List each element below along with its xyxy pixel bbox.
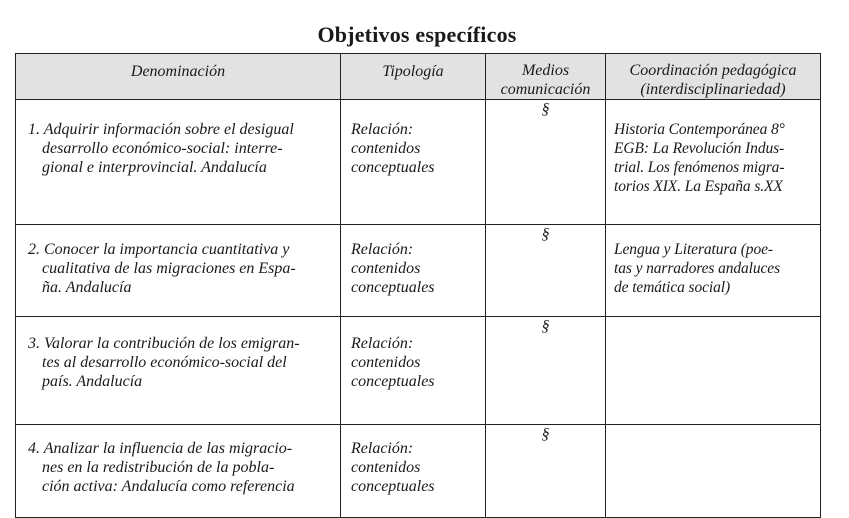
den-line: 4. Analizar la influencia de las migracio- [28,440,293,457]
den-line: ña. Andalucía [42,279,132,296]
section-sign: § [541,101,550,118]
tip-line: Relación: [351,335,414,352]
table-row [16,317,821,425]
tip-line: Relación: [351,241,414,258]
coord-line: trial. Los fenómenos migra- [614,159,785,176]
header-coord-line1: Coordinación pedagógica [629,62,797,79]
tip-line: contenidos [351,140,421,157]
cell-medios [486,425,606,518]
header-denominacion [16,54,341,100]
cell-coordinacion [606,100,821,225]
tip-line: conceptuales [351,478,435,495]
cell-tipologia [341,225,486,317]
section-sign: § [541,426,550,443]
cell-denominacion [16,225,341,317]
cell-coordinacion [606,317,821,425]
cell-coordinacion [606,425,821,518]
cell-denominacion [16,317,341,425]
cell-tipologia [341,425,486,518]
table-row [16,100,821,225]
header-coordinacion [606,54,821,100]
header-tipologia [341,54,486,100]
table-row [16,425,821,518]
den-line: desarrollo económico-social: interre- [42,140,283,157]
coord-line: tas y narradores andaluces [614,260,781,277]
den-line: 3. Valorar la contribución de los emigran- [28,335,300,352]
header-medios-line2: comunicación [500,81,591,98]
tip-line: conceptuales [351,373,435,390]
cell-tipologia [341,317,486,425]
coord-line: Lengua y Literatura (poe- [614,241,773,258]
section-sign: § [541,226,550,243]
coord-line: torios XIX. La España s.XX [614,178,783,195]
tip-line: Relación: [351,440,414,457]
tip-line: conceptuales [351,279,435,296]
table-row [16,225,821,317]
table-header-row [16,54,821,100]
header-medios-line1: Medios [521,62,570,79]
cell-coordinacion [606,225,821,317]
section-sign: § [541,318,550,335]
den-line: tes al desarrollo económico-social del [42,354,287,371]
den-line: nes en la redistribución de la pobla- [42,459,275,476]
coord-line: EGB: La Revolución Indus- [614,140,785,157]
coord-line: Historia Contemporánea 8° [614,121,785,138]
cell-denominacion [16,425,341,518]
coord-line: de temática social) [614,279,731,296]
header-coord-line2: (interdisciplinariedad) [640,81,786,98]
cell-tipologia [341,100,486,225]
tip-line: Relación: [351,121,414,138]
den-line: país. Andalucía [42,373,143,390]
den-line: 1. Adquirir información sobre el desigual [28,121,294,138]
objectives-table [15,53,821,518]
document-title: Objetivos específicos [317,22,517,47]
header-medios [486,54,606,100]
header-denominacion-label: Denominación [130,63,226,80]
cell-medios [486,225,606,317]
den-line: ción activa: Andalucía como referencia [42,478,295,495]
cell-medios [486,100,606,225]
cell-denominacion [16,100,341,225]
den-line: 2. Conocer la importancia cuantitativa y [28,241,290,258]
den-line: gional e interprovincial. Andalucía [42,159,267,176]
cell-medios [486,317,606,425]
den-line: cualitativa de las migraciones en Espa- [42,260,296,277]
tip-line: contenidos [351,354,421,371]
tip-line: contenidos [351,260,421,277]
tip-line: conceptuales [351,159,435,176]
header-tipologia-label: Tipología [382,63,444,80]
tip-line: contenidos [351,459,421,476]
